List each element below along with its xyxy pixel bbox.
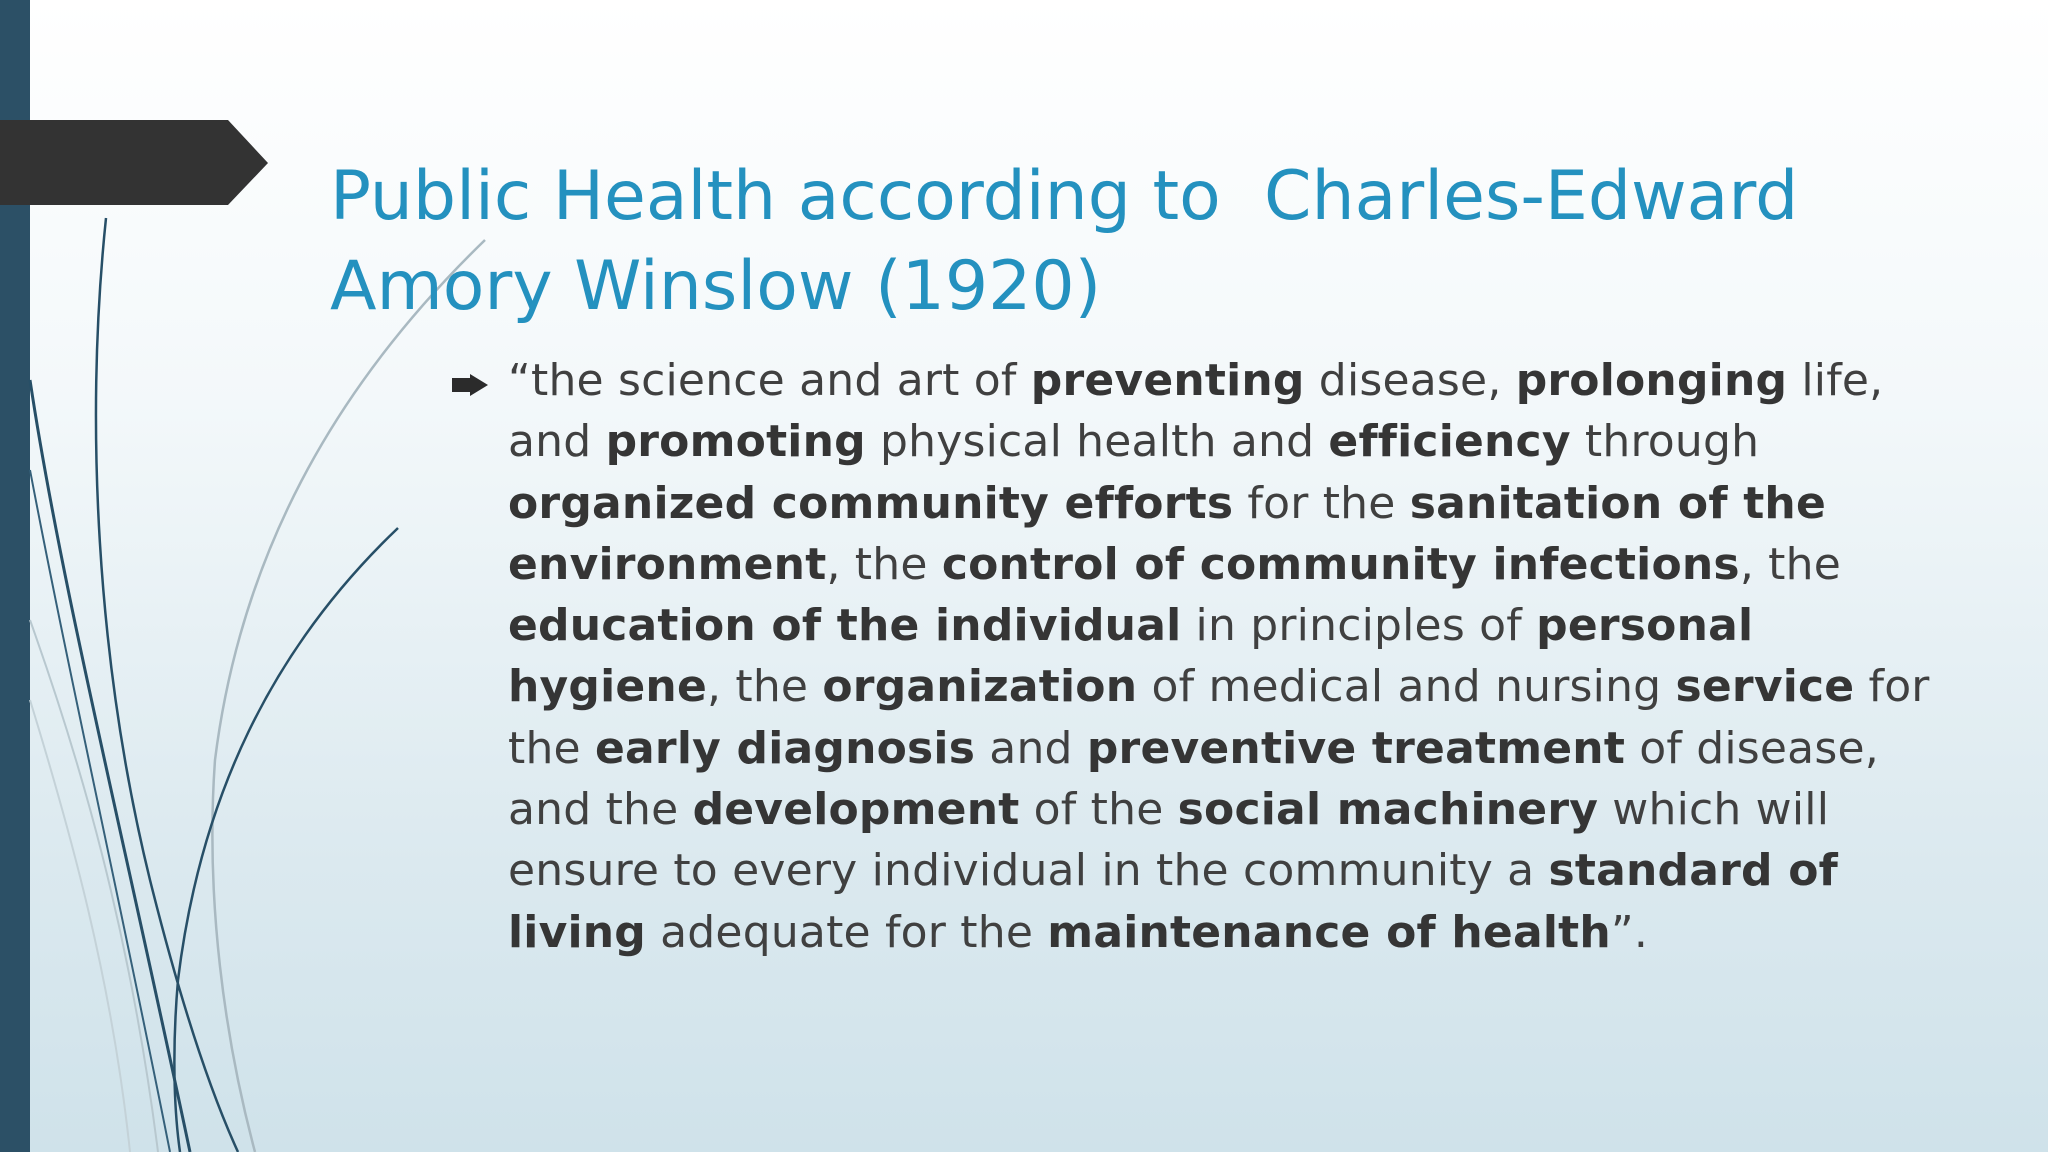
light-swoosh-3	[30, 700, 130, 1152]
quote-emphasis: education of the individual	[508, 600, 1182, 652]
quote-emphasis: control of community infections	[941, 538, 1740, 590]
quote-text: in principles of	[1181, 600, 1537, 652]
bullet-item	[452, 350, 1942, 963]
quote-emphasis: preventive treatment	[1086, 722, 1626, 774]
slide-title: Public Health according to Charles-Edward Amory Winslow (1920)	[330, 157, 1820, 326]
quote-emphasis: service	[1675, 661, 1855, 713]
quote-emphasis: personal hygiene	[508, 600, 1754, 713]
definition-quote	[508, 350, 1942, 963]
title-tab-shape	[0, 120, 268, 205]
quote-text: , the	[826, 538, 942, 590]
light-swoosh-1	[212, 240, 485, 1152]
quote-emphasis: promoting	[605, 416, 866, 468]
dark-swoosh-2	[174, 528, 398, 1152]
quote-emphasis: efficiency	[1328, 416, 1571, 468]
quote-emphasis: prolonging	[1515, 355, 1788, 406]
quote-emphasis: development	[692, 784, 1020, 836]
quote-text: life, and	[508, 355, 1884, 468]
quote-text: , the	[707, 661, 823, 713]
quote-text: of medical and nursing	[1137, 661, 1676, 713]
quote-emphasis: preventing	[1030, 355, 1305, 406]
quote-text: for the	[1233, 477, 1410, 529]
quote-text: of disease, and the	[508, 722, 1879, 836]
quote-text: of the	[1019, 784, 1178, 836]
arrow-bullet-icon	[452, 374, 488, 396]
dark-swoosh-4	[30, 470, 170, 1152]
quote-emphasis: organized community efforts	[508, 477, 1234, 529]
quote-emphasis: standard of living	[508, 845, 1838, 958]
quote-text: “the science and art of	[508, 355, 1031, 406]
quote-emphasis: maintenance of health	[1047, 906, 1611, 958]
quote-text: physical health and	[865, 416, 1329, 468]
quote-emphasis: organization	[822, 661, 1138, 713]
quote-text: adequate for the	[645, 906, 1048, 958]
quote-text: through	[1570, 416, 1760, 468]
quote-text: which will ensure to every individual in the community a	[508, 784, 1830, 897]
dark-swoosh-1	[96, 218, 238, 1152]
quote-text: disease,	[1304, 355, 1516, 406]
quote-text: and	[975, 722, 1087, 774]
quote-text: ”.	[1610, 906, 1649, 958]
quote-emphasis: social machinery	[1177, 784, 1599, 836]
light-swoosh-2	[30, 620, 158, 1152]
quote-text: for the	[508, 661, 1930, 774]
dark-swoosh-3	[30, 380, 190, 1152]
quote-emphasis: sanitation of the environment	[508, 477, 1826, 590]
quote-emphasis: early diagnosis	[595, 722, 976, 774]
quote-text: , the	[1739, 538, 1841, 590]
